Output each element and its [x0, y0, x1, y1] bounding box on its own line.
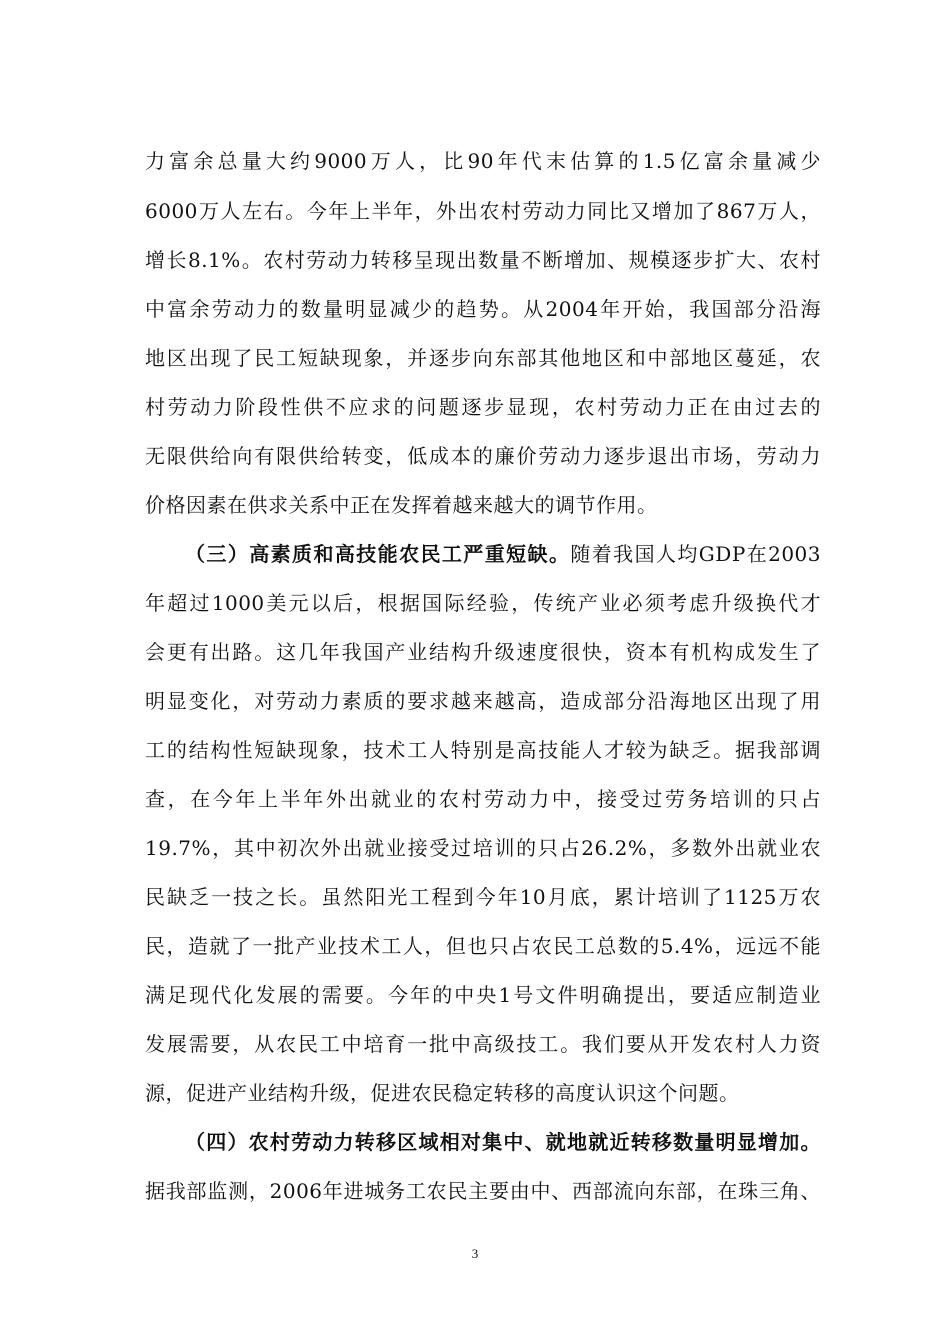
body-text-line: 年超过1000美元以后，根据国际经验，传统产业必须考虑升级换代才 [145, 591, 821, 615]
body-text-line: 民缺乏一技之长。虽然阳光工程到今年10月底，累计培训了1125万农 [145, 885, 821, 909]
body-text-line: 发展需要，从农民工中培育一批中高级技工。我们要从开发农村人力资 [145, 1032, 821, 1056]
body-text-line: 19.7%，其中初次外出就业接受过培训的只占26.2%，多数外出就业农 [145, 836, 821, 860]
body-text-line: 源，促进产业结构升级，促进农民稳定转移的高度认识这个问题。 [145, 1081, 740, 1105]
body-text-line: 增长8.1%。农村劳动力转移呈现出数量不断增加、规模逐步扩大、农村 [145, 248, 821, 272]
body-text-line: 查，在今年上半年外出就业的农村劳动力中，接受过劳务培训的只占 [145, 787, 821, 811]
body-text-line: 6000万人左右。今年上半年，外出农村劳动力同比又增加了867万人， [145, 199, 821, 223]
body-text-line: 会更有出路。这几年我国产业结构升级速度很快，资本有机构成发生了 [145, 640, 821, 664]
body-text-line: 地区出现了民工短缺现象，并逐步向东部其他地区和中部地区蔓延，农 [145, 346, 821, 370]
body-text-line: 价格因素在供求关系中正在发挥着越来越大的调节作用。 [145, 493, 658, 517]
body-text-line: 明显变化，对劳动力素质的要求越来越高，造成部分沿海地区出现了用 [145, 689, 821, 713]
body-text-line: 满足现代化发展的需要。今年的中央1号文件明确提出，要适应制造业 [145, 983, 821, 1007]
body-text-line: 民，造就了一批产业技术工人，但也只占农民工总数的5.4%，远远不能 [145, 934, 821, 958]
body-text-line: 村劳动力阶段性供不应求的问题逐步显现，农村劳动力正在由过去的 [145, 395, 821, 419]
body-text-line: 无限供给向有限供给转变，低成本的廉价劳动力逐步退出市场，劳动力 [145, 444, 821, 468]
section-3-first-line-text: 随着我国人均GDP在2003 [570, 542, 821, 566]
page-number: 3 [471, 1246, 479, 1261]
body-text-line: 中富余劳动力的数量明显减少的趋势。从2004年开始，我国部分沿海 [145, 297, 821, 321]
section-3-first-line [185, 541, 821, 567]
body-text-line: 力富余总量大约9000万人，比90年代末估算的1.5亿富余量减少 [145, 149, 821, 173]
body-text-line: 据我部监测，2006年进城务工农民主要由中、西部流向东部，在珠三角、 [145, 1179, 821, 1203]
section-3-heading: （三）高素质和高技能农民工严重短缺。 [185, 542, 571, 566]
body-text-line: 工的结构性短缺现象，技术工人特别是高技能人才较为缺乏。据我部调 [145, 738, 821, 762]
section-4-heading: （四）农村劳动力转移区域相对集中、就地就近转移数量明显增加。 [185, 1130, 821, 1154]
